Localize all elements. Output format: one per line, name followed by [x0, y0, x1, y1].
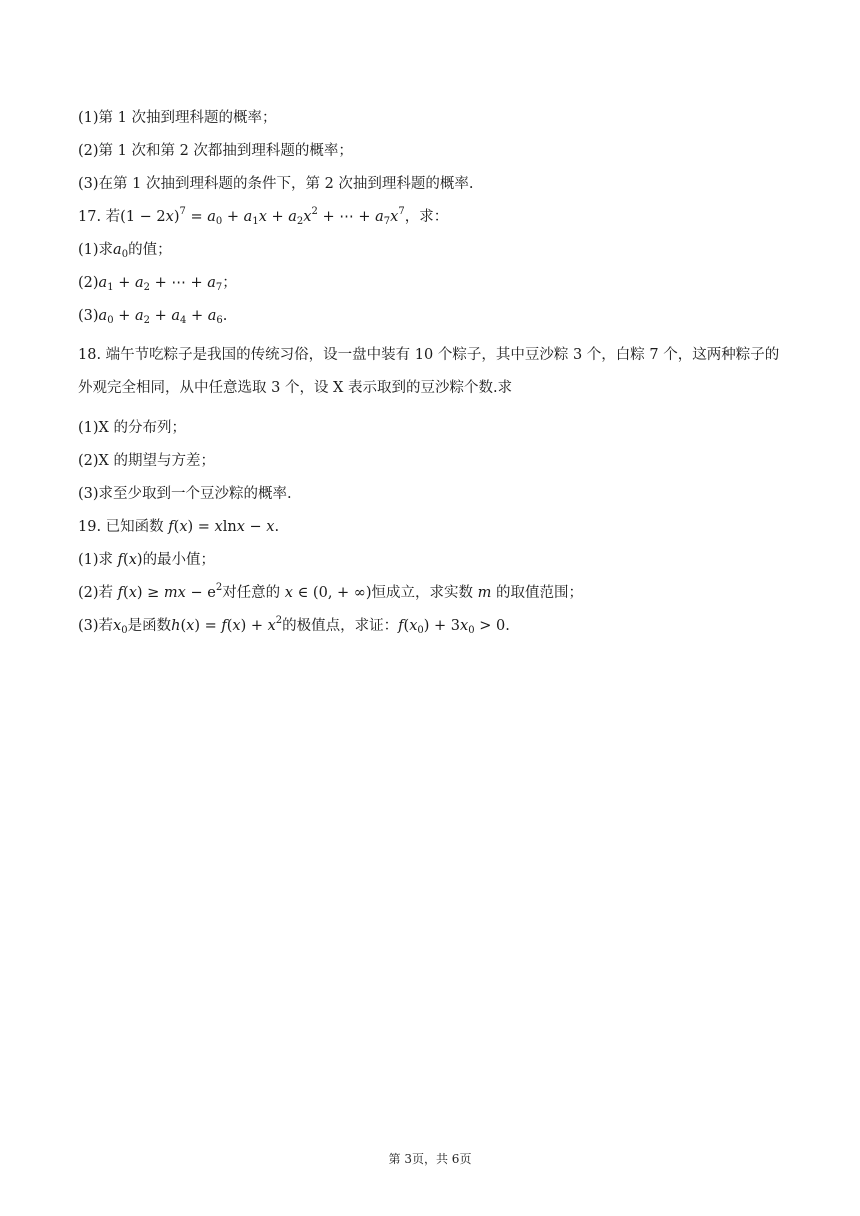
q19-stem: 19. 已知函数 f(x) = xlnx − x.: [78, 519, 280, 535]
q18-stem: 18. 端午节吃粽子是我国的传统习俗，设一盘中装有 10 个粽子，其中豆沙粽 3 个，白粽 7 个，这两种粽子的外观完全相同，从中任意选取 3 个，设 X 表示取到的豆沙粽个数.求: [78, 347, 780, 396]
q19-part2: (2)若 f(x) ≥ mx − $e^2$对任意的 x ∈ (0, + ∞)恒成立，求实数 m 的取值范围；: [78, 582, 583, 601]
q18-part1: (1)X 的分布列；: [78, 420, 186, 436]
q17-formula: $(1 - 2x)^7 = a_0 + a_1x + a_2x^2$ + ⋯ + $a_7x^7$: [120, 206, 405, 227]
q17-part3: $(3)a_0 + a_2 + a_4 + a_6$.: [78, 308, 228, 326]
q17-stem: 17. 若$(1 - 2x)^7 = a_0 + a_1x + a_2x^2$ + ⋯ + $a_7x^7$，求：: [78, 206, 449, 227]
q19-part1: (1)求 f(x)的最小值；: [78, 552, 216, 568]
q16-part2: (2)第 1 次和第 2 次都抽到理科题的概率；: [78, 143, 353, 159]
q17-part2: $(2)a_1 + a_2$ + ⋯ + $a_7$；: [78, 275, 237, 293]
q19-part3: (3)若$x_0$是函数$h(x) = f(x) + x^2$的极值点，求证：$f(x_0) + 3x_0 > 0$.: [78, 615, 510, 636]
q18-part3: (3)求至少取到一个豆沙粽的概率.: [78, 486, 292, 502]
q16-part3: (3)在第 1 次抽到理科题的条件下，第 2 次抽到理科题的概率.: [78, 176, 474, 192]
q18-part2: (2)X 的期望与方差；: [78, 453, 215, 469]
q17-part1: (1)求$a_0$的值；: [78, 242, 172, 260]
page-footer: 第 3页，共 6页: [388, 1152, 472, 1166]
q16-part1: (1)第 1 次抽到理科题的概率；: [78, 110, 277, 126]
page-content: [78, 108, 788, 649]
